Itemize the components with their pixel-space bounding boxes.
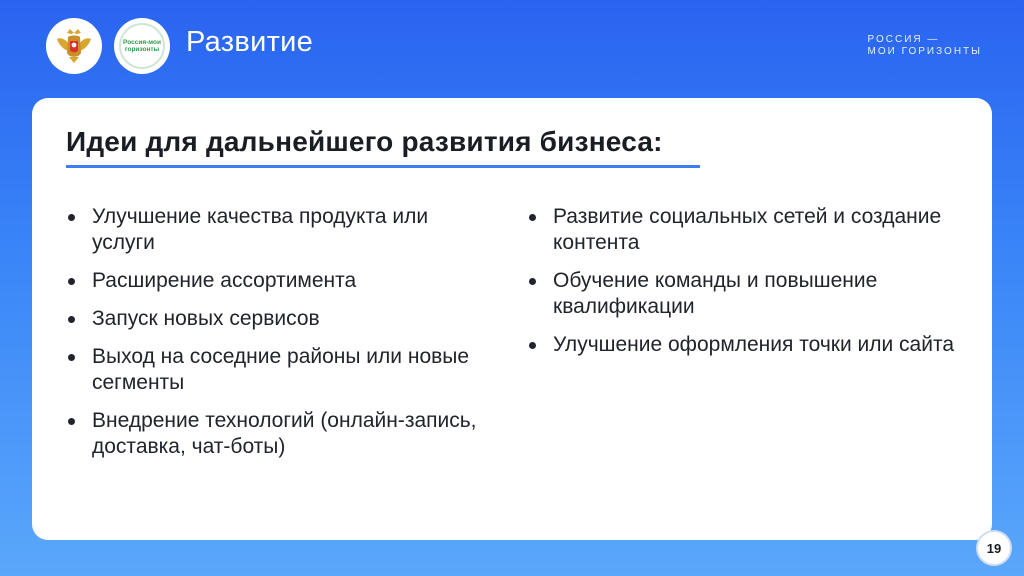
brand-line-1: РОССИЯ — [867,34,940,45]
list-item [68,204,478,256]
double-headed-eagle-icon [53,25,95,67]
bullet-icon [529,342,536,349]
bullet-icon [68,214,75,221]
list-item [68,408,478,460]
bullet-icon [68,316,75,323]
brand-label [868,34,982,58]
list-item [529,332,959,358]
list-item [68,344,478,396]
list-item-text: Улучшение качества продукта или услуги [92,205,429,254]
horizons-logo-text-line1: Россия-мои [123,39,161,46]
list-item [68,306,478,332]
horizons-logo-ring [119,23,165,69]
russia-my-horizons-logo [114,18,170,74]
page-title: Развитие [186,26,314,58]
bullet-icon [68,418,75,425]
list-item [529,268,959,320]
title-underline [66,165,700,168]
list-item-text: Обучение команды и повышение квалификации [553,269,878,318]
list-item-text: Улучшение оформления точки или сайта [553,333,955,356]
brand-line-2: МОИ ГОРИЗОНТЫ [867,46,982,57]
list-item [529,204,959,256]
list-item-text: Расширение ассортимента [92,269,357,292]
list-item-text: Запуск новых сервисов [92,307,320,330]
page-number-badge: 19 [976,530,1012,566]
ministry-emblem-logo [46,18,102,74]
bullet-icon [68,278,75,285]
content-card [32,98,992,540]
list-item [68,268,478,294]
bullet-icon [529,214,536,221]
list-item-text: Выход на соседние районы или новые сегменты [92,345,470,394]
horizons-logo-text-line2: горизонты [124,46,160,53]
list-item-text: Внедрение технологий (онлайн-запись, доставка, чат-боты) [92,409,477,458]
list-item-text: Развитие социальных сетей и создание контента [553,205,942,254]
bullet-icon [529,278,536,285]
card-title: Идеи для дальнейшего развития бизнеса: [66,126,663,157]
bullet-icon [68,354,75,361]
ideas-list-left [68,204,478,472]
ideas-list-right [529,204,959,370]
